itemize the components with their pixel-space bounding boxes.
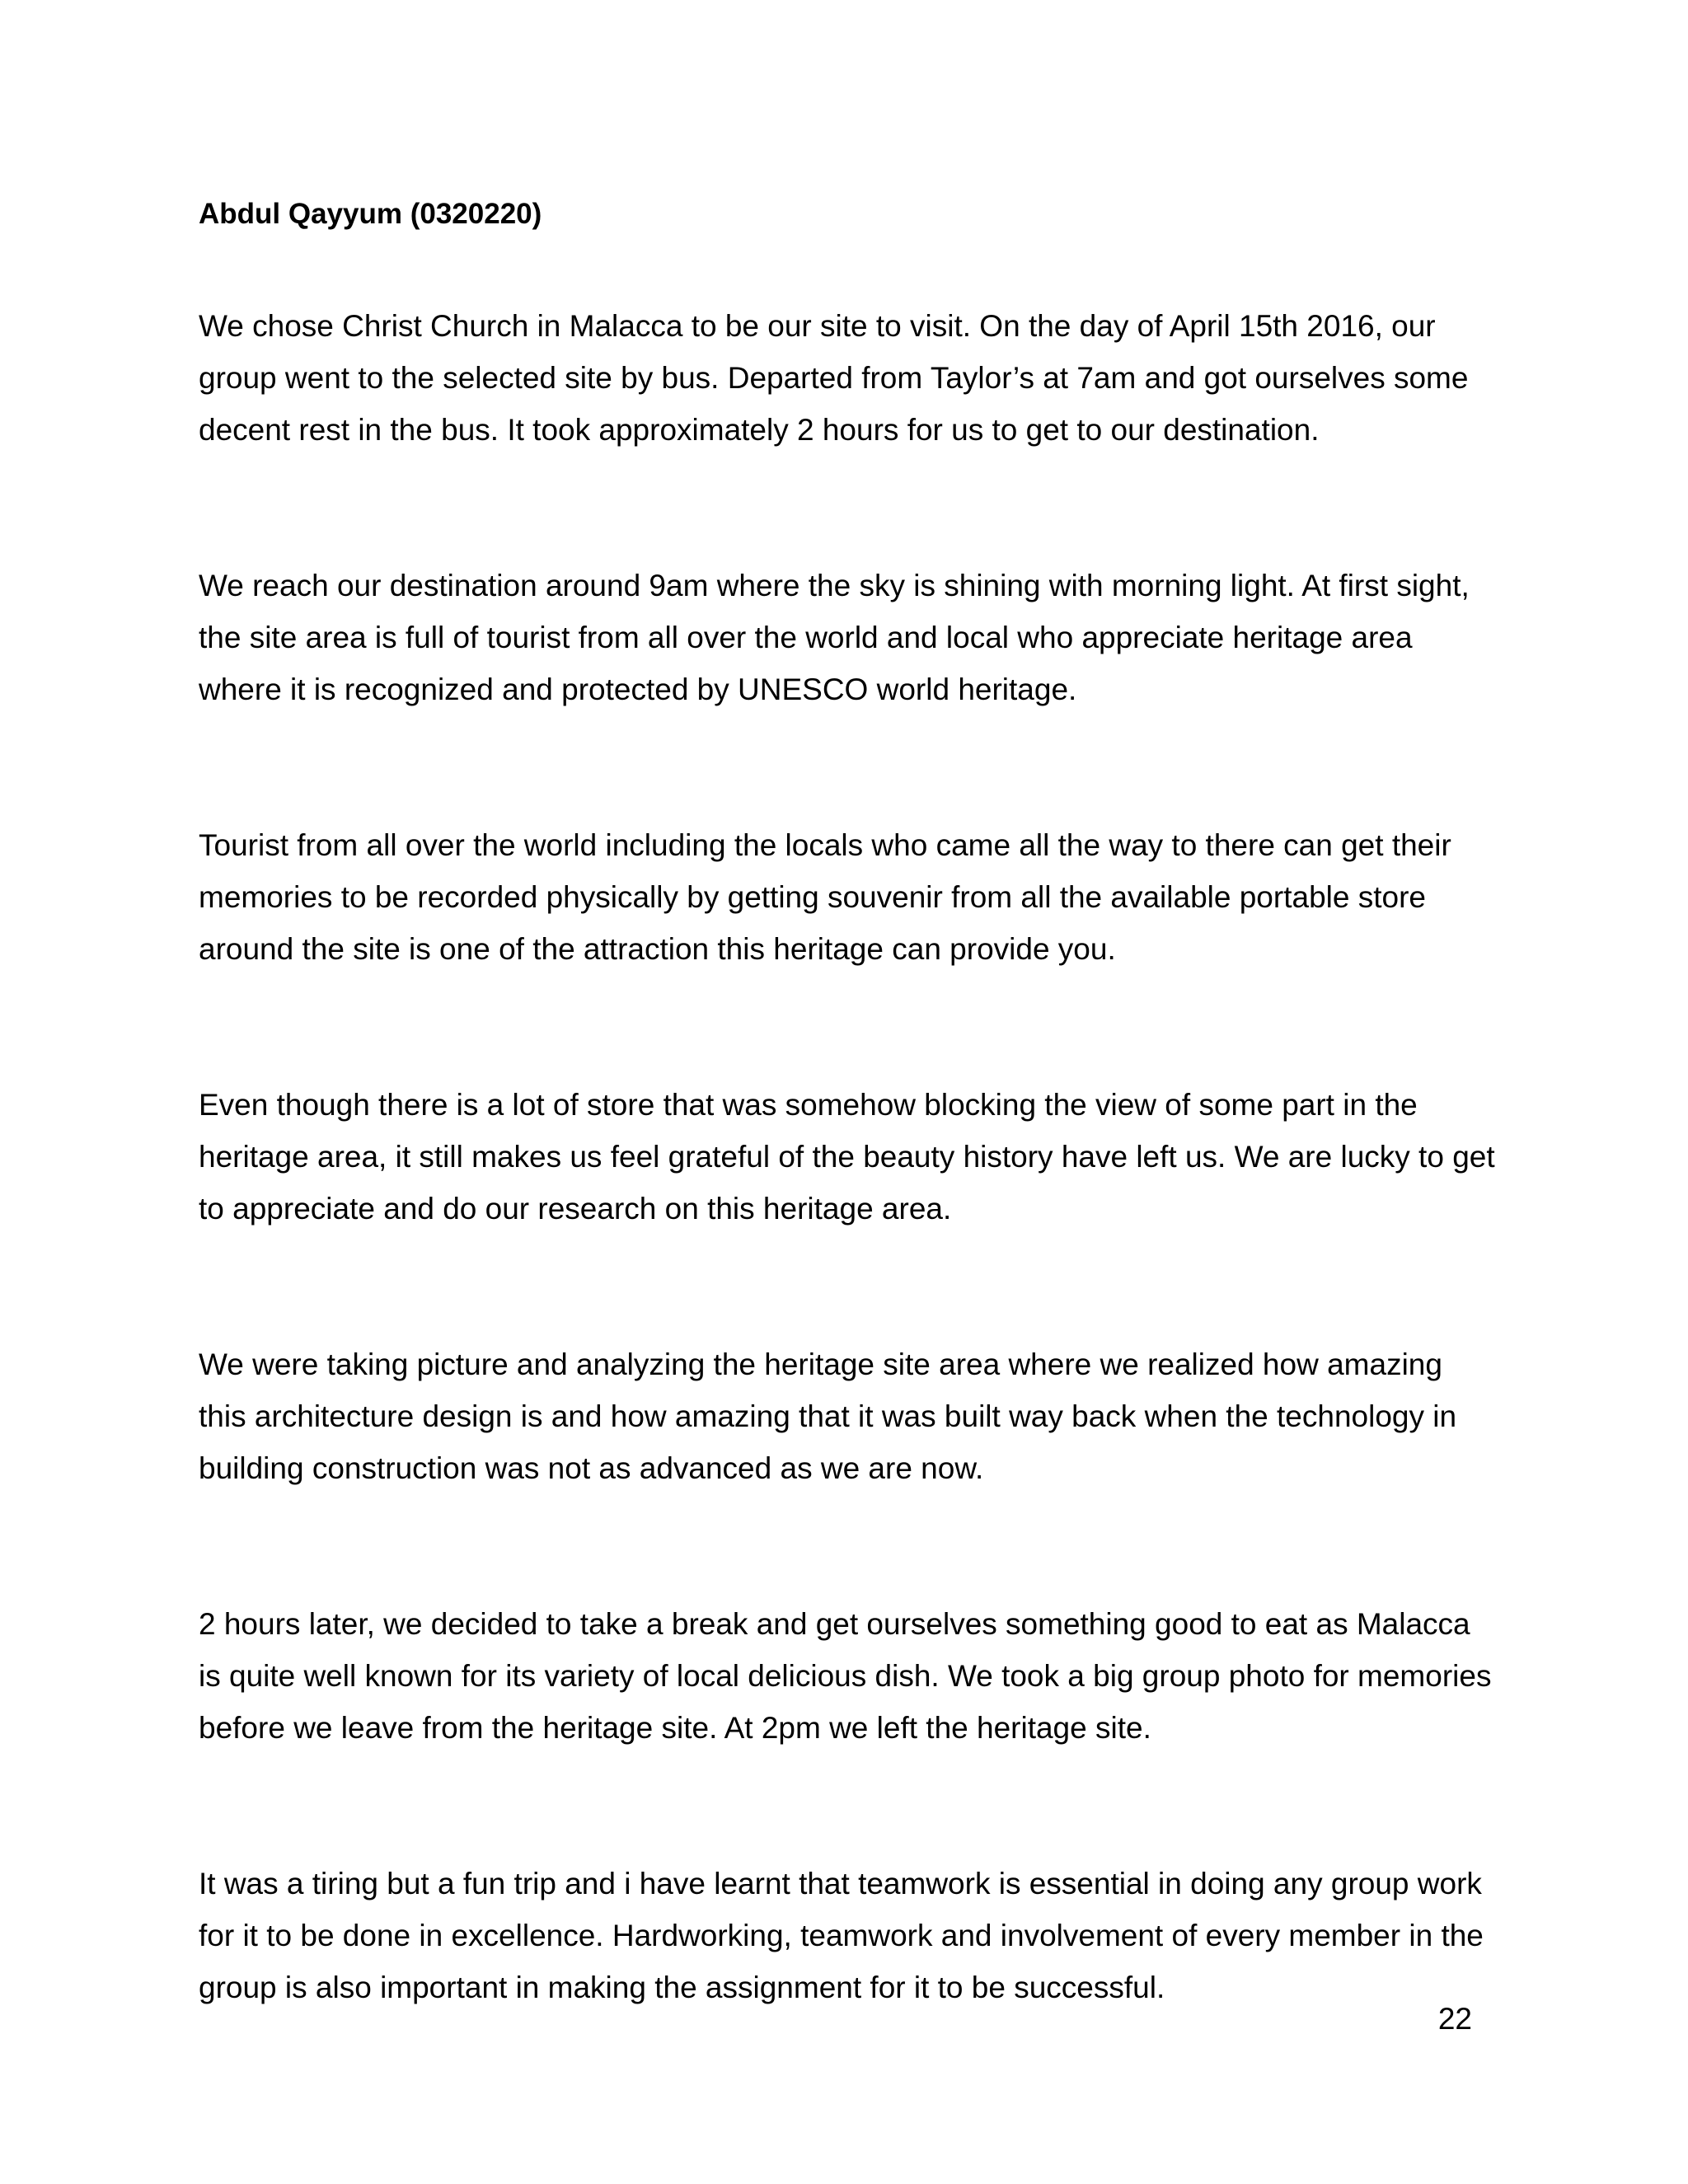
text-line: We were taking picture and analyzing the heritage site area where we realized how amazing [199, 1347, 1442, 1381]
text-line: Tourist from all over the world including the locals who came all the way to there can get their [199, 828, 1451, 862]
text-line: memories to be recorded physically by getting souvenir from all the available portable store [199, 880, 1426, 914]
text-line: It was a tiring but a fun trip and i have learnt that teamwork is essential in doing any group work [199, 1867, 1482, 1900]
text-line: decent rest in the bus. It took approximately 2 hours for us to get to our destination. [199, 413, 1320, 447]
text-line: We reach our destination around 9am where the sky is shining with morning light. At first sight, [199, 569, 1470, 602]
text-line: to appreciate and do our research on this heritage area. [199, 1192, 952, 1226]
text-line: this architecture design is and how amazing that it was built way back when the technology in [199, 1399, 1457, 1433]
text-line: group went to the selected site by bus. Departed from Taylor’s at 7am and got ourselves some [199, 361, 1469, 395]
paragraph-5 [199, 1338, 1517, 1494]
paragraph-6 [199, 1598, 1517, 1754]
author-heading: Abdul Qayyum (0320220) [199, 198, 542, 230]
text-line: for it to be done in excellence. Hardworking, teamwork and involvement of every member in the [199, 1919, 1484, 1952]
text-line: before we leave from the heritage site. At 2pm we left the heritage site. [199, 1711, 1151, 1745]
text-line: Even though there is a lot of store that was somehow blocking the view of some part in the [199, 1088, 1418, 1122]
text-line: around the site is one of the attraction this heritage can provide you. [199, 932, 1116, 966]
paragraph-3 [199, 819, 1517, 975]
text-line: where it is recognized and protected by UNESCO world heritage. [199, 673, 1077, 706]
text-line: the site area is full of tourist from all over the world and local who appreciate heritage area [199, 621, 1413, 654]
text-line: building construction was not as advanced as we are now. [199, 1451, 984, 1485]
text-line: 2 hours later, we decided to take a break and get ourselves something good to eat as Malacca [199, 1607, 1470, 1641]
paragraph-2 [199, 560, 1517, 715]
text-line: We chose Christ Church in Malacca to be our site to visit. On the day of April 15th 2016, our [199, 309, 1436, 343]
paragraph-1 [199, 300, 1517, 456]
paragraph-4 [199, 1079, 1517, 1235]
page-number: 22 [1437, 2002, 1472, 2036]
text-line: is quite well known for its variety of local delicious dish. We took a big group photo for memories [199, 1659, 1492, 1693]
text-line: group is also important in making the assignment for it to be successful. [199, 1971, 1165, 2004]
text-line: heritage area, it still makes us feel grateful of the beauty history have left us. We are lucky to get [199, 1140, 1495, 1174]
paragraph-7 [199, 1858, 1517, 2013]
body-text [199, 300, 1517, 2117]
